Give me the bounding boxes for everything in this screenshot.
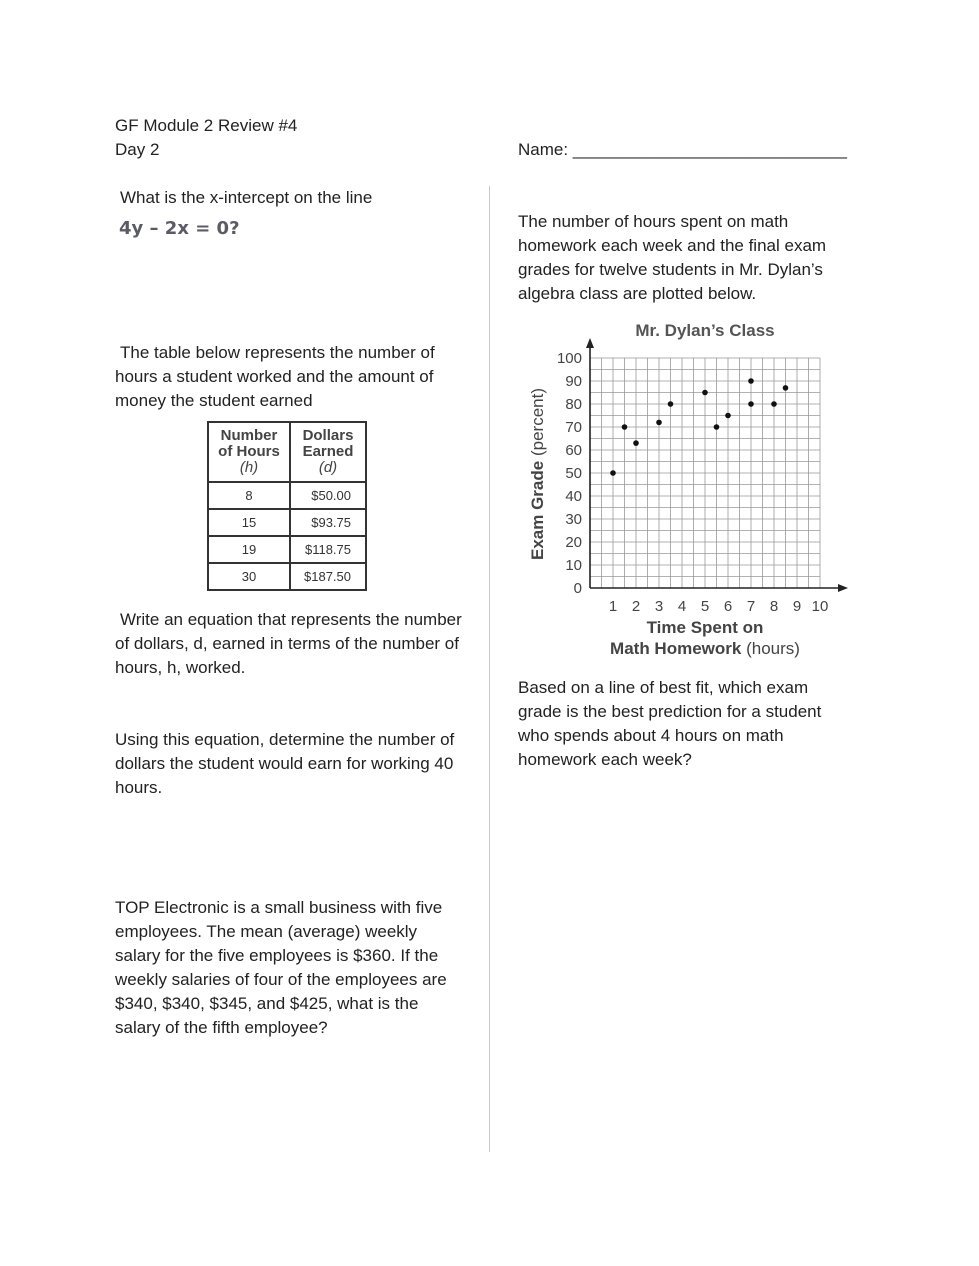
data-point xyxy=(714,424,720,430)
y-tick-label: 60 xyxy=(565,442,582,459)
data-point xyxy=(656,420,662,426)
y-tick-labels xyxy=(557,350,582,597)
q2-part-b: Using this equation, determine the number of dollars the student would earn for working 40 hours. xyxy=(115,730,455,797)
y-tick-label: 10 xyxy=(565,557,582,574)
table-row xyxy=(208,509,366,536)
x-axis-label-bold: Math Homework xyxy=(610,639,742,658)
table-header-hours-line2: of Hours xyxy=(218,443,280,460)
day-label: Day 2 xyxy=(115,140,160,159)
table-header-dollars xyxy=(290,422,366,482)
data-point xyxy=(702,390,708,396)
table-cell-dollars: $50.00 xyxy=(290,482,366,509)
table-cell-hours: 8 xyxy=(208,482,290,509)
data-point xyxy=(748,401,754,407)
y-tick-label: 20 xyxy=(565,534,582,551)
table-header-dollars-line1: Dollars xyxy=(302,427,354,444)
y-axis-label-unit: (percent) xyxy=(528,388,547,457)
table-row xyxy=(208,563,366,590)
x-axis-arrow xyxy=(838,584,848,592)
table-row xyxy=(208,482,366,509)
name-field[interactable]: Name: _____________________________ xyxy=(518,140,847,159)
x-tick-label: 10 xyxy=(811,598,829,615)
x-tick-label: 3 xyxy=(654,598,664,615)
column-divider xyxy=(489,186,490,1152)
x-tick-label: 1 xyxy=(608,598,618,615)
q1-equation: 4y – 2x = 0? xyxy=(119,218,240,239)
y-tick-label: 100 xyxy=(556,350,582,367)
table-cell-hours: 30 xyxy=(208,563,290,590)
data-point xyxy=(771,401,777,407)
x-tick-label: 4 xyxy=(677,598,687,615)
data-point xyxy=(633,440,639,446)
table-cell-dollars: $118.75 xyxy=(290,536,366,563)
q4-question: Based on a line of best fit, which exam grade is the best prediction for a student who spends about 4 hours on math homework each week? xyxy=(518,678,822,769)
scatter-chart xyxy=(520,316,850,666)
data-point xyxy=(668,401,674,407)
table-cell-hours: 19 xyxy=(208,536,290,563)
table-header-dollars-var: (d) xyxy=(318,459,338,476)
data-point xyxy=(622,424,628,430)
chart-title: Mr. Dylan’s Class xyxy=(635,321,775,340)
x-axis-label-line2 xyxy=(610,639,800,658)
x-tick-label: 8 xyxy=(769,598,779,615)
y-tick-label: 70 xyxy=(565,419,582,436)
q4-intro: The number of hours spent on math homework each week and the final exam grades for twelve students in Mr. Dylan’s algebra class are plotted below. xyxy=(518,212,827,303)
x-tick-label: 5 xyxy=(700,598,710,615)
worksheet-title: GF Module 2 Review #4 xyxy=(115,116,298,135)
data-point xyxy=(783,385,789,391)
q2-part-a: Write an equation that represents the number of dollars, d, earned in terms of the number of hours, h, worked. xyxy=(115,610,462,677)
y-tick-label: 90 xyxy=(565,373,582,390)
table-header-hours-line1: Number xyxy=(220,427,278,444)
table-row xyxy=(208,536,366,563)
table-cell-dollars: $187.50 xyxy=(290,563,366,590)
table-header-hours xyxy=(208,422,290,482)
y-axis-label xyxy=(528,388,547,560)
table-header-dollars-line2: Earned xyxy=(302,443,354,460)
x-tick-label: 6 xyxy=(723,598,733,615)
x-axis-label-unit: (hours) xyxy=(746,639,800,658)
data-point xyxy=(748,378,754,384)
data-point xyxy=(610,470,616,476)
q3-text: TOP Electronic is a small business with five employees. The mean (average) weekly salary for the five employees is $360. If the weekly salaries of four of the employees are $340, $340, $345, and $425, what is the salary of the fifth employee? xyxy=(115,898,447,1037)
x-tick-label: 2 xyxy=(631,598,641,615)
data-point xyxy=(725,413,731,419)
x-tick-label: 7 xyxy=(746,598,756,615)
table-header-hours-var: (h) xyxy=(239,459,259,476)
q1-prompt: What is the x-intercept on the line xyxy=(120,188,373,207)
table-cell-hours: 15 xyxy=(208,509,290,536)
x-tick-label: 9 xyxy=(792,598,802,615)
q2-intro: The table below represents the number of hours a student worked and the amount of money the student earned xyxy=(115,343,435,410)
x-axis-label-line1: Time Spent on xyxy=(646,618,764,637)
y-tick-label: 0 xyxy=(573,580,582,597)
y-tick-label: 80 xyxy=(565,396,582,413)
y-axis-arrow xyxy=(586,338,594,348)
table-cell-dollars: $93.75 xyxy=(290,509,366,536)
y-tick-label: 40 xyxy=(565,488,582,505)
x-tick-labels xyxy=(609,598,829,615)
y-tick-label: 50 xyxy=(565,465,582,482)
y-axis-label-bold: Exam Grade xyxy=(528,460,547,560)
y-tick-label: 30 xyxy=(565,511,582,528)
hours-dollars-table xyxy=(207,421,367,591)
